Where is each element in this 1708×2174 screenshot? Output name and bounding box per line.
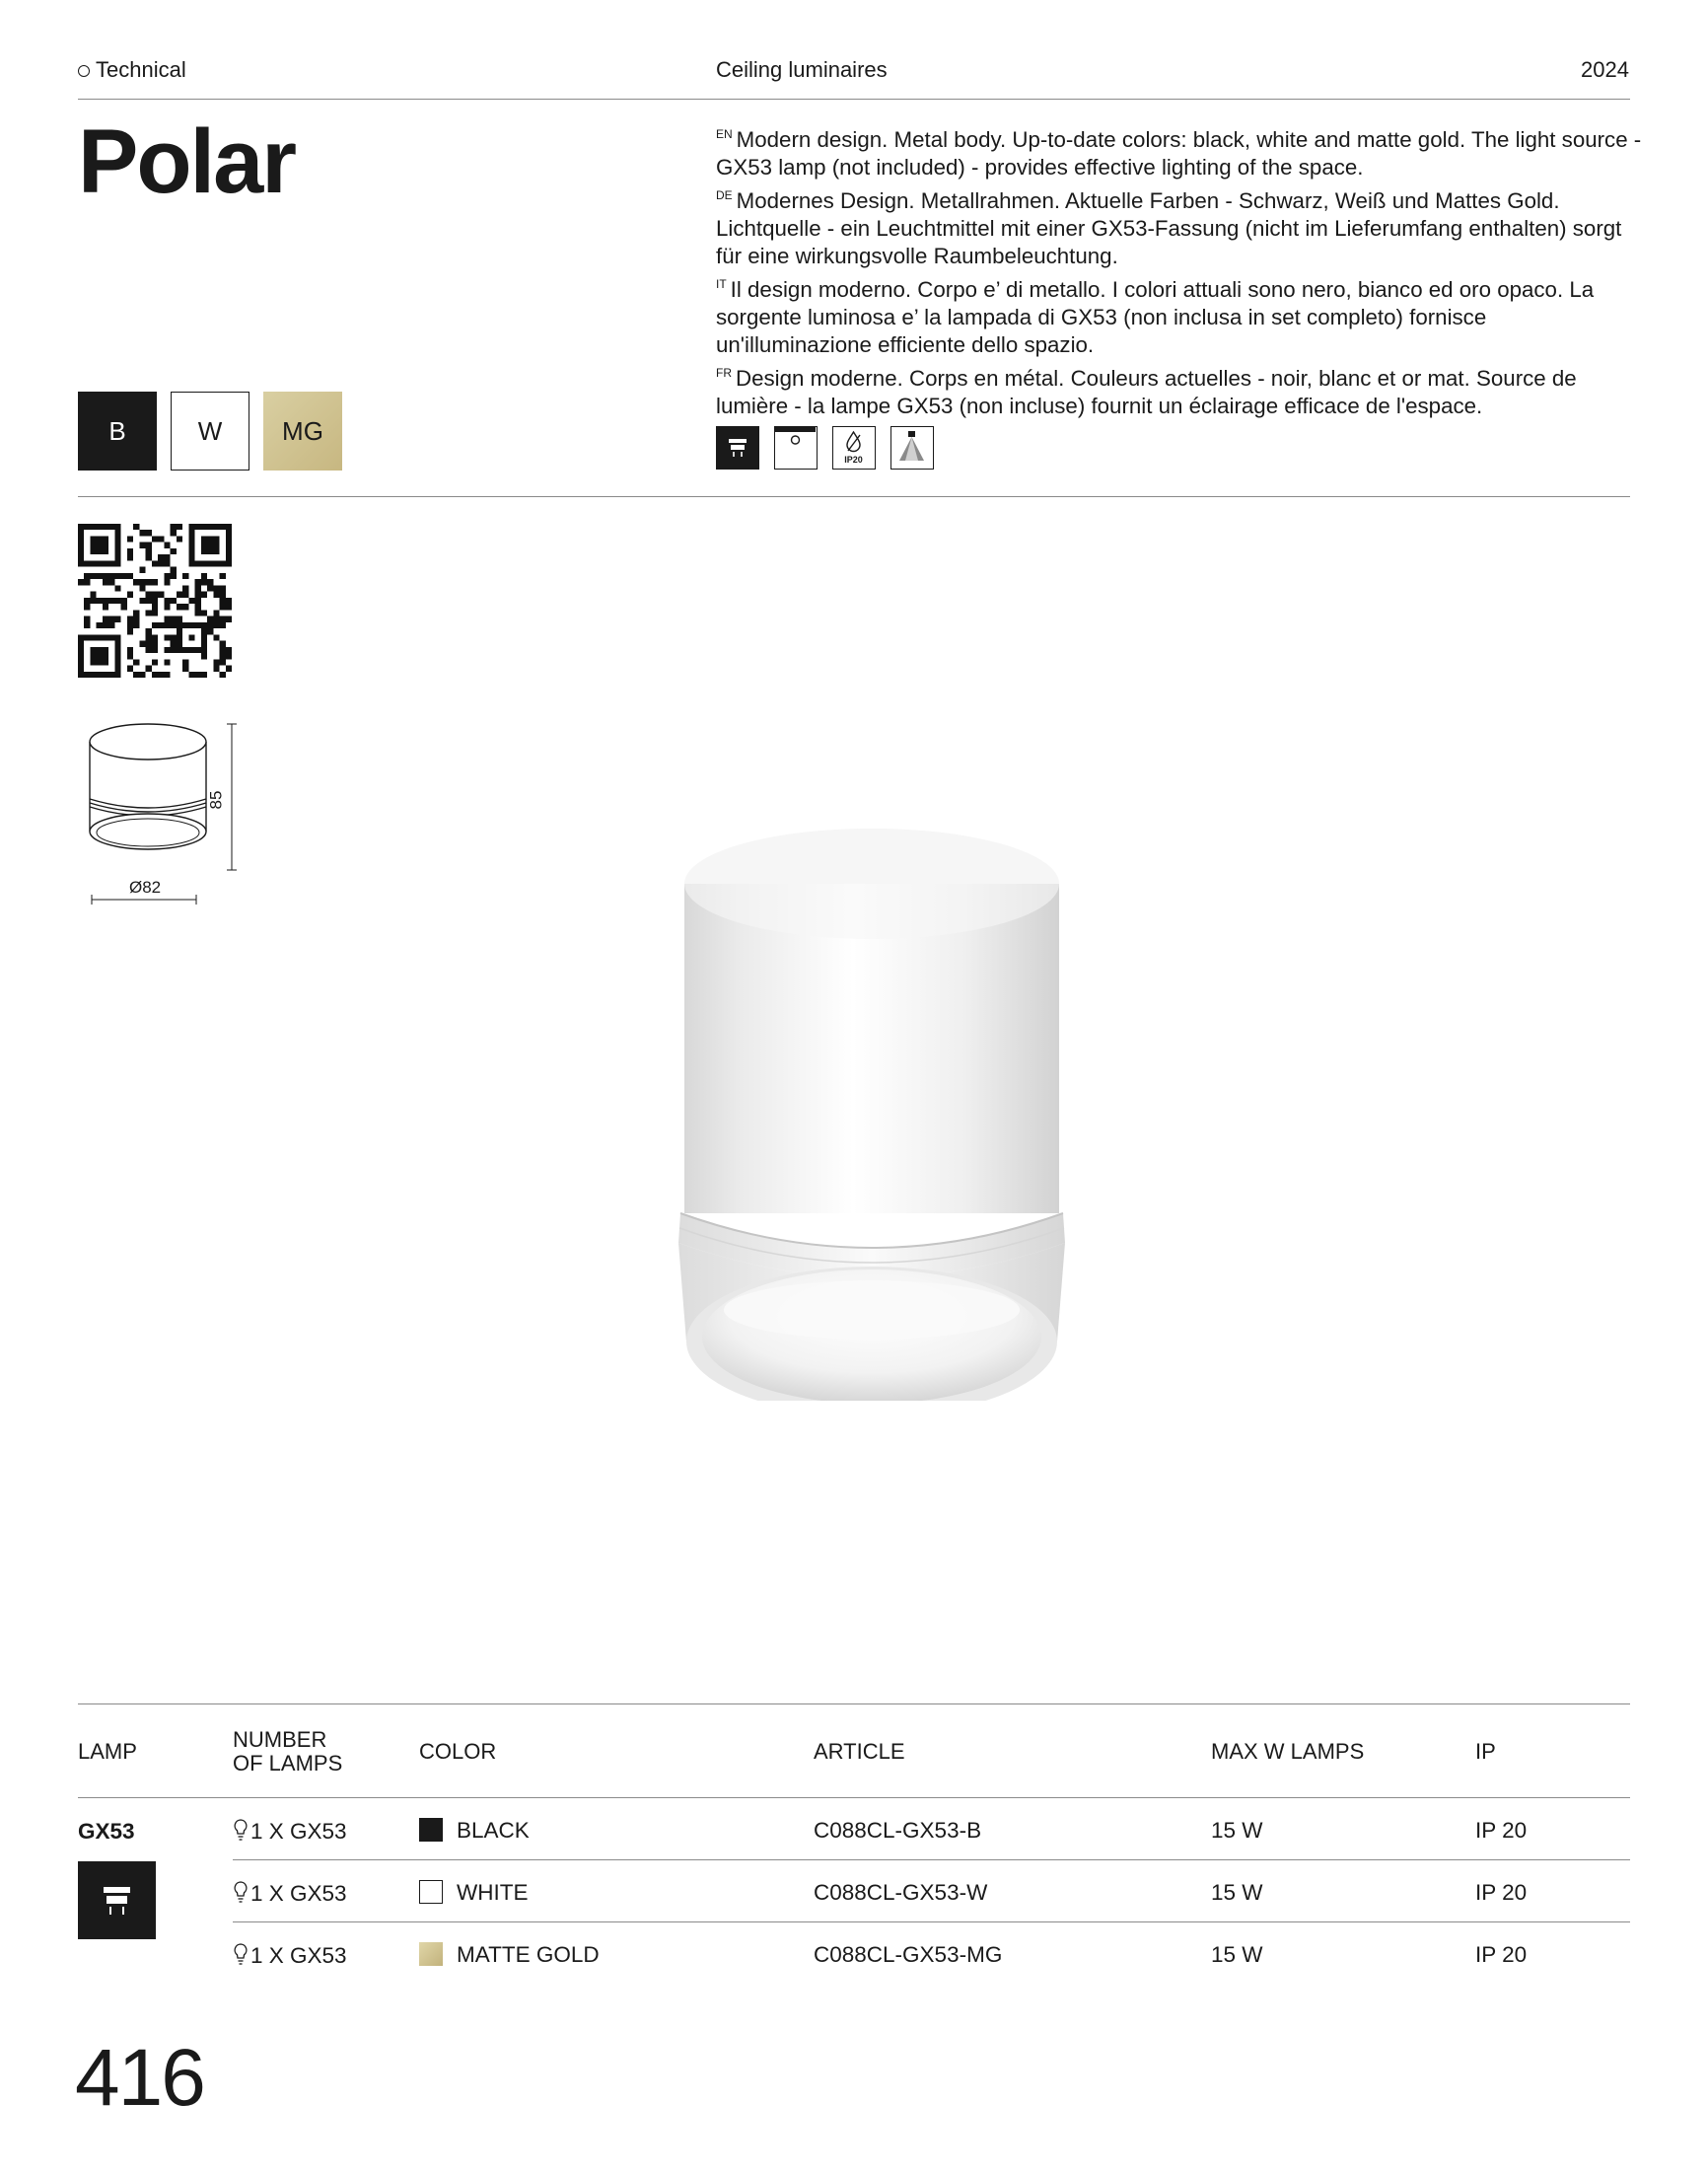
category-label: Ceiling luminaires — [716, 57, 888, 82]
description-en — [716, 120, 1643, 181]
bulb-icon — [233, 1818, 249, 1842]
max-wattage: 15 W — [1211, 1942, 1263, 1967]
diameter-dimension: Ø82 — [129, 878, 162, 897]
lang-code: IT — [716, 277, 727, 291]
column-header-max-w: MAX W LAMPS — [1211, 1739, 1365, 1764]
swatch-matte-gold[interactable]: MG — [263, 392, 342, 471]
lamp-type: GX53 — [78, 1819, 135, 1844]
table-row-number — [233, 1818, 347, 1845]
header-section — [78, 57, 186, 83]
number-of-lamps: 1 X GX53 — [250, 1819, 347, 1844]
swatch-white[interactable]: W — [171, 392, 249, 471]
table-row-color — [419, 1818, 530, 1844]
row-divider — [233, 1859, 1630, 1860]
ip-rating: IP 20 — [1475, 1880, 1528, 1905]
table-row-color — [419, 1942, 600, 1968]
ip20-icon — [832, 426, 876, 470]
column-header-article: ARTICLE — [814, 1739, 905, 1764]
article-code: C088CL-GX53-MG — [814, 1942, 1003, 1967]
gx53-lamp-icon — [78, 1861, 156, 1939]
column-header-ip: IP — [1475, 1739, 1496, 1764]
column-header-number — [233, 1728, 342, 1775]
description-it — [716, 270, 1643, 359]
lang-code: FR — [716, 366, 732, 380]
table-row-color — [419, 1880, 529, 1906]
page-number: 416 — [75, 2033, 204, 2123]
qr-code[interactable] — [78, 524, 232, 683]
product-photo — [631, 789, 1104, 1406]
color-swatch-black — [419, 1818, 443, 1842]
height-dimension: 85 — [206, 790, 226, 810]
lang-code: DE — [716, 188, 733, 202]
article-code: C088CL-GX53-W — [814, 1880, 988, 1905]
lang-code: EN — [716, 127, 733, 141]
column-header-color: COLOR — [419, 1739, 497, 1764]
color-swatch-white — [419, 1880, 443, 1904]
description-de — [716, 181, 1643, 270]
color-name: BLACK — [457, 1818, 530, 1843]
ip-rating: IP 20 — [1475, 1818, 1528, 1843]
surface-mount-icon — [774, 426, 818, 470]
description-text: Il design moderno. Corpo e’ di metallo. I colori attuali sono nero, bianco ed oro opaco. La sorgente luminosa e’ la lampada di GX53 (non inclusa in set completo) fornisce un'illuminazione efficiente dello spazio. — [716, 277, 1595, 357]
header-line: NUMBER — [233, 1727, 327, 1752]
ip-rating: IP 20 — [1475, 1942, 1528, 1967]
bulb-icon — [233, 1942, 249, 1966]
description-fr — [716, 359, 1643, 420]
light-beam-icon — [890, 426, 934, 470]
column-header-lamp: LAMP — [78, 1739, 137, 1764]
header-line: OF LAMPS — [233, 1751, 343, 1775]
bulb-icon — [233, 1880, 249, 1904]
swatch-black[interactable]: B — [78, 392, 157, 471]
ip20-label: IP20 — [844, 455, 863, 465]
table-row-number — [233, 1942, 347, 1969]
table-header-divider — [78, 1797, 1630, 1798]
number-of-lamps: 1 X GX53 — [250, 1943, 347, 1968]
max-wattage: 15 W — [1211, 1818, 1263, 1843]
circle-icon — [78, 65, 90, 77]
gx53-lamp-icon — [716, 426, 759, 470]
row-divider — [233, 1921, 1630, 1922]
number-of-lamps: 1 X GX53 — [250, 1881, 347, 1906]
table-top-divider — [78, 1703, 1630, 1704]
dimension-drawing — [78, 718, 255, 910]
product-title: Polar — [78, 111, 296, 212]
section-divider — [78, 496, 1630, 497]
description-text: Modernes Design. Metallrahmen. Aktuelle Farben - Schwarz, Weiß und Mattes Gold. Lichtquelle - ein Leuchtmittel mit einer GX53-Fassung (nicht im Lieferumfang enthalten) sorgt für eine wirkungsvolle Raumbeleuchtung. — [716, 188, 1622, 268]
header-divider — [78, 99, 1630, 100]
color-name: MATTE GOLD — [457, 1942, 600, 1967]
year-label: 2024 — [1581, 57, 1629, 82]
article-code: C088CL-GX53-B — [814, 1818, 982, 1843]
section-label: Technical — [96, 57, 186, 82]
description-text: Design moderne. Corps en métal. Couleurs actuelles - noir, blanc et or mat. Source de lumière - la lampe GX53 (non incluse) fournit un éclairage efficace de l'espace. — [716, 366, 1577, 418]
product-description — [716, 120, 1643, 420]
color-swatch-matte-gold — [419, 1942, 443, 1966]
max-wattage: 15 W — [1211, 1880, 1263, 1905]
description-text: Modern design. Metal body. Up-to-date colors: black, white and matte gold. The light source - GX53 lamp (not included) - provides effective lighting of the space. — [716, 127, 1642, 180]
table-row-number — [233, 1880, 347, 1907]
color-name: WHITE — [457, 1880, 529, 1905]
